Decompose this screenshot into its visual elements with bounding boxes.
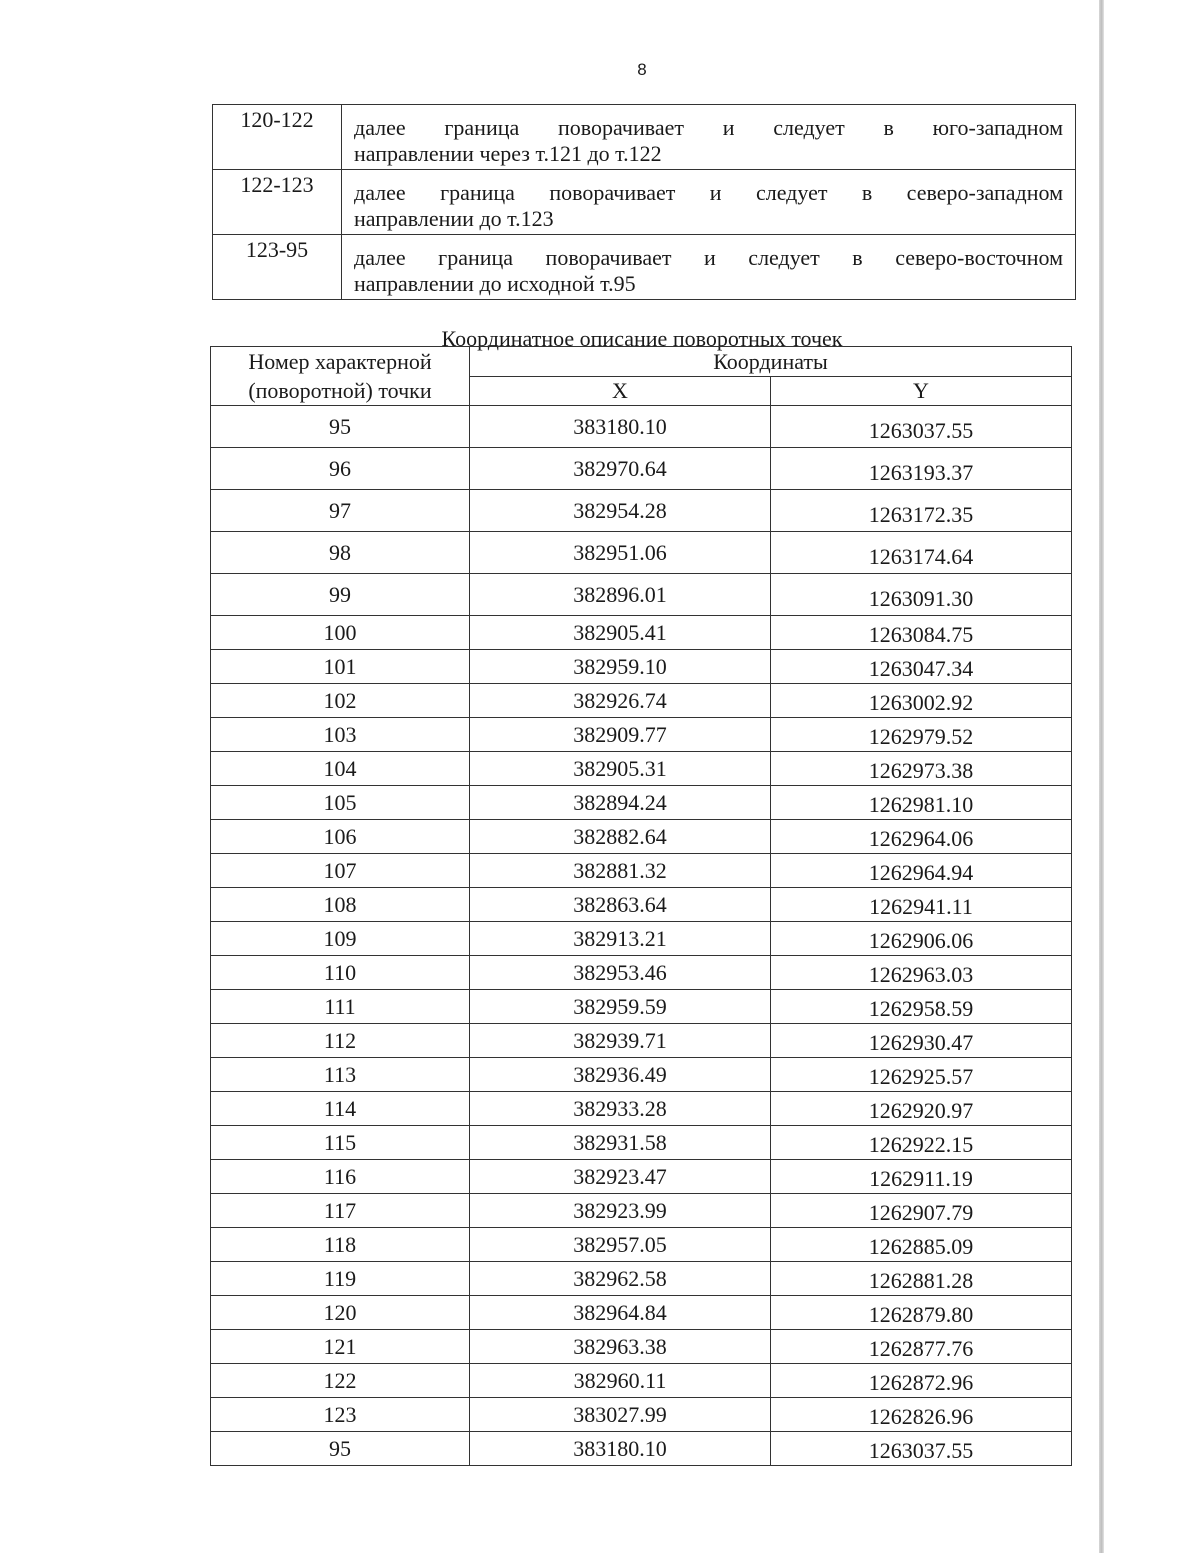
x-cell: 383180.10 (470, 406, 771, 448)
point-cell: 99 (211, 574, 470, 616)
y-cell: 1262964.94 (771, 854, 1072, 888)
table-row (211, 448, 1072, 490)
y-cell: 1262826.96 (771, 1398, 1072, 1432)
point-number-header (211, 347, 470, 406)
table-row (211, 574, 1072, 616)
y-cell: 1262964.06 (771, 820, 1072, 854)
point-cell: 115 (211, 1126, 470, 1160)
table-row (211, 1126, 1072, 1160)
x-cell: 382905.41 (470, 616, 771, 650)
point-cell: 119 (211, 1262, 470, 1296)
y-cell: 1262920.97 (771, 1092, 1072, 1126)
x-cell: 382953.46 (470, 956, 771, 990)
point-cell: 103 (211, 718, 470, 752)
x-cell: 382957.05 (470, 1228, 771, 1262)
y-cell: 1262979.52 (771, 718, 1072, 752)
x-cell: 382881.32 (470, 854, 771, 888)
point-cell: 123 (211, 1398, 470, 1432)
point-cell: 121 (211, 1330, 470, 1364)
table-row (211, 406, 1072, 448)
point-cell: 108 (211, 888, 470, 922)
x-cell: 382882.64 (470, 820, 771, 854)
table-row (211, 684, 1072, 718)
x-cell: 382951.06 (470, 532, 771, 574)
point-cell: 95 (211, 1432, 470, 1466)
y-cell: 1262963.03 (771, 956, 1072, 990)
x-cell: 382964.84 (470, 1296, 771, 1330)
table-row (213, 235, 1076, 300)
x-cell: 382933.28 (470, 1092, 771, 1126)
x-header: X (470, 376, 771, 406)
x-cell: 382959.10 (470, 650, 771, 684)
table-row (211, 854, 1072, 888)
point-cell: 116 (211, 1160, 470, 1194)
table-row (211, 616, 1072, 650)
x-cell: 382923.47 (470, 1160, 771, 1194)
y-cell: 1262973.38 (771, 752, 1072, 786)
x-cell: 383027.99 (470, 1398, 771, 1432)
description-line: далее граница поворачивает и следует в северо-западном (354, 180, 1063, 205)
y-cell: 1262941.11 (771, 888, 1072, 922)
description-line: далее граница поворачивает и следует в юго-западном (354, 115, 1063, 140)
table-row (211, 786, 1072, 820)
coordinates-body (211, 406, 1072, 1466)
coords-section-title: Координатное описание поворотных точек (441, 326, 843, 351)
y-cell: 1263002.92 (771, 684, 1072, 718)
y-cell: 1262872.96 (771, 1364, 1072, 1398)
point-cell: 98 (211, 532, 470, 574)
point-cell: 110 (211, 956, 470, 990)
point-cell: 120 (211, 1296, 470, 1330)
x-cell: 382936.49 (470, 1058, 771, 1092)
y-cell: 1263091.30 (771, 574, 1072, 616)
point-cell: 122 (211, 1364, 470, 1398)
table-row (211, 1432, 1072, 1466)
point-cell: 112 (211, 1024, 470, 1058)
point-header-line: (поворотной) точки (248, 378, 432, 403)
x-cell: 382913.21 (470, 922, 771, 956)
point-cell: 113 (211, 1058, 470, 1092)
y-cell: 1263037.55 (771, 406, 1072, 448)
header-row (211, 347, 1072, 377)
table-row (211, 650, 1072, 684)
description-line: направлении до т.123 (354, 206, 554, 231)
point-cell: 106 (211, 820, 470, 854)
y-cell: 1262877.76 (771, 1330, 1072, 1364)
point-cell: 97 (211, 490, 470, 532)
x-cell: 382962.58 (470, 1262, 771, 1296)
x-cell: 382905.31 (470, 752, 771, 786)
page-edge-shadow (1099, 0, 1104, 1553)
point-cell: 100 (211, 616, 470, 650)
y-cell: 1263047.34 (771, 650, 1072, 684)
point-cell: 109 (211, 922, 470, 956)
table-row (211, 1398, 1072, 1432)
segment-cell: 120-122 (213, 105, 342, 170)
description-line: направлении до исходной т.95 (354, 271, 636, 296)
table-row (213, 170, 1076, 235)
y-header: Y (771, 376, 1072, 406)
table-row (211, 490, 1072, 532)
point-cell: 105 (211, 786, 470, 820)
x-cell: 382894.24 (470, 786, 771, 820)
table-row (211, 1194, 1072, 1228)
x-cell: 382926.74 (470, 684, 771, 718)
description-cell (342, 170, 1076, 235)
y-cell: 1263084.75 (771, 616, 1072, 650)
table-row (211, 990, 1072, 1024)
x-cell: 383180.10 (470, 1432, 771, 1466)
y-cell: 1262958.59 (771, 990, 1072, 1024)
table-row (211, 888, 1072, 922)
table-row (211, 1262, 1072, 1296)
segment-cell: 122-123 (213, 170, 342, 235)
y-cell: 1262930.47 (771, 1024, 1072, 1058)
point-cell: 117 (211, 1194, 470, 1228)
page-number: 8 (637, 60, 647, 79)
x-cell: 382863.64 (470, 888, 771, 922)
y-cell: 1262881.28 (771, 1262, 1072, 1296)
y-cell: 1262911.19 (771, 1160, 1072, 1194)
point-cell: 118 (211, 1228, 470, 1262)
x-cell: 382959.59 (470, 990, 771, 1024)
y-cell: 1263037.55 (771, 1432, 1072, 1466)
y-cell: 1262922.15 (771, 1126, 1072, 1160)
boundary-description-table (212, 104, 1076, 300)
point-cell: 107 (211, 854, 470, 888)
table-row (211, 1058, 1072, 1092)
description-cell (342, 105, 1076, 170)
y-cell: 1262925.57 (771, 1058, 1072, 1092)
x-cell: 382909.77 (470, 718, 771, 752)
point-cell: 102 (211, 684, 470, 718)
table-row (211, 1092, 1072, 1126)
point-cell: 101 (211, 650, 470, 684)
y-cell: 1262906.06 (771, 922, 1072, 956)
y-cell: 1263193.37 (771, 448, 1072, 490)
point-cell: 104 (211, 752, 470, 786)
table-row (211, 820, 1072, 854)
coordinates-table (210, 346, 1072, 1466)
table-row (211, 1330, 1072, 1364)
table-row (211, 1024, 1072, 1058)
y-cell: 1263172.35 (771, 490, 1072, 532)
table-row (211, 718, 1072, 752)
point-cell: 111 (211, 990, 470, 1024)
table-row (211, 1228, 1072, 1262)
y-cell: 1262879.80 (771, 1296, 1072, 1330)
point-cell: 114 (211, 1092, 470, 1126)
x-cell: 382970.64 (470, 448, 771, 490)
table-row (211, 1296, 1072, 1330)
point-cell: 96 (211, 448, 470, 490)
description-line: направлении через т.121 до т.122 (354, 141, 662, 166)
description-line: далее граница поворачивает и следует в северо-восточном (354, 245, 1063, 270)
x-cell: 382939.71 (470, 1024, 771, 1058)
x-cell: 382896.01 (470, 574, 771, 616)
coordinates-header: Координаты (470, 347, 1072, 377)
y-cell: 1262907.79 (771, 1194, 1072, 1228)
x-cell: 382923.99 (470, 1194, 771, 1228)
table-row (211, 532, 1072, 574)
table-row (213, 105, 1076, 170)
x-cell: 382960.11 (470, 1364, 771, 1398)
point-header-line: Номер характерной (248, 349, 432, 374)
table-row (211, 752, 1072, 786)
y-cell: 1263174.64 (771, 532, 1072, 574)
table-row (211, 1160, 1072, 1194)
description-cell (342, 235, 1076, 300)
table-row (211, 1364, 1072, 1398)
y-cell: 1262981.10 (771, 786, 1072, 820)
segment-cell: 123-95 (213, 235, 342, 300)
y-cell: 1262885.09 (771, 1228, 1072, 1262)
table-row (211, 922, 1072, 956)
point-cell: 95 (211, 406, 470, 448)
x-cell: 382954.28 (470, 490, 771, 532)
x-cell: 382931.58 (470, 1126, 771, 1160)
table-row (211, 956, 1072, 990)
x-cell: 382963.38 (470, 1330, 771, 1364)
